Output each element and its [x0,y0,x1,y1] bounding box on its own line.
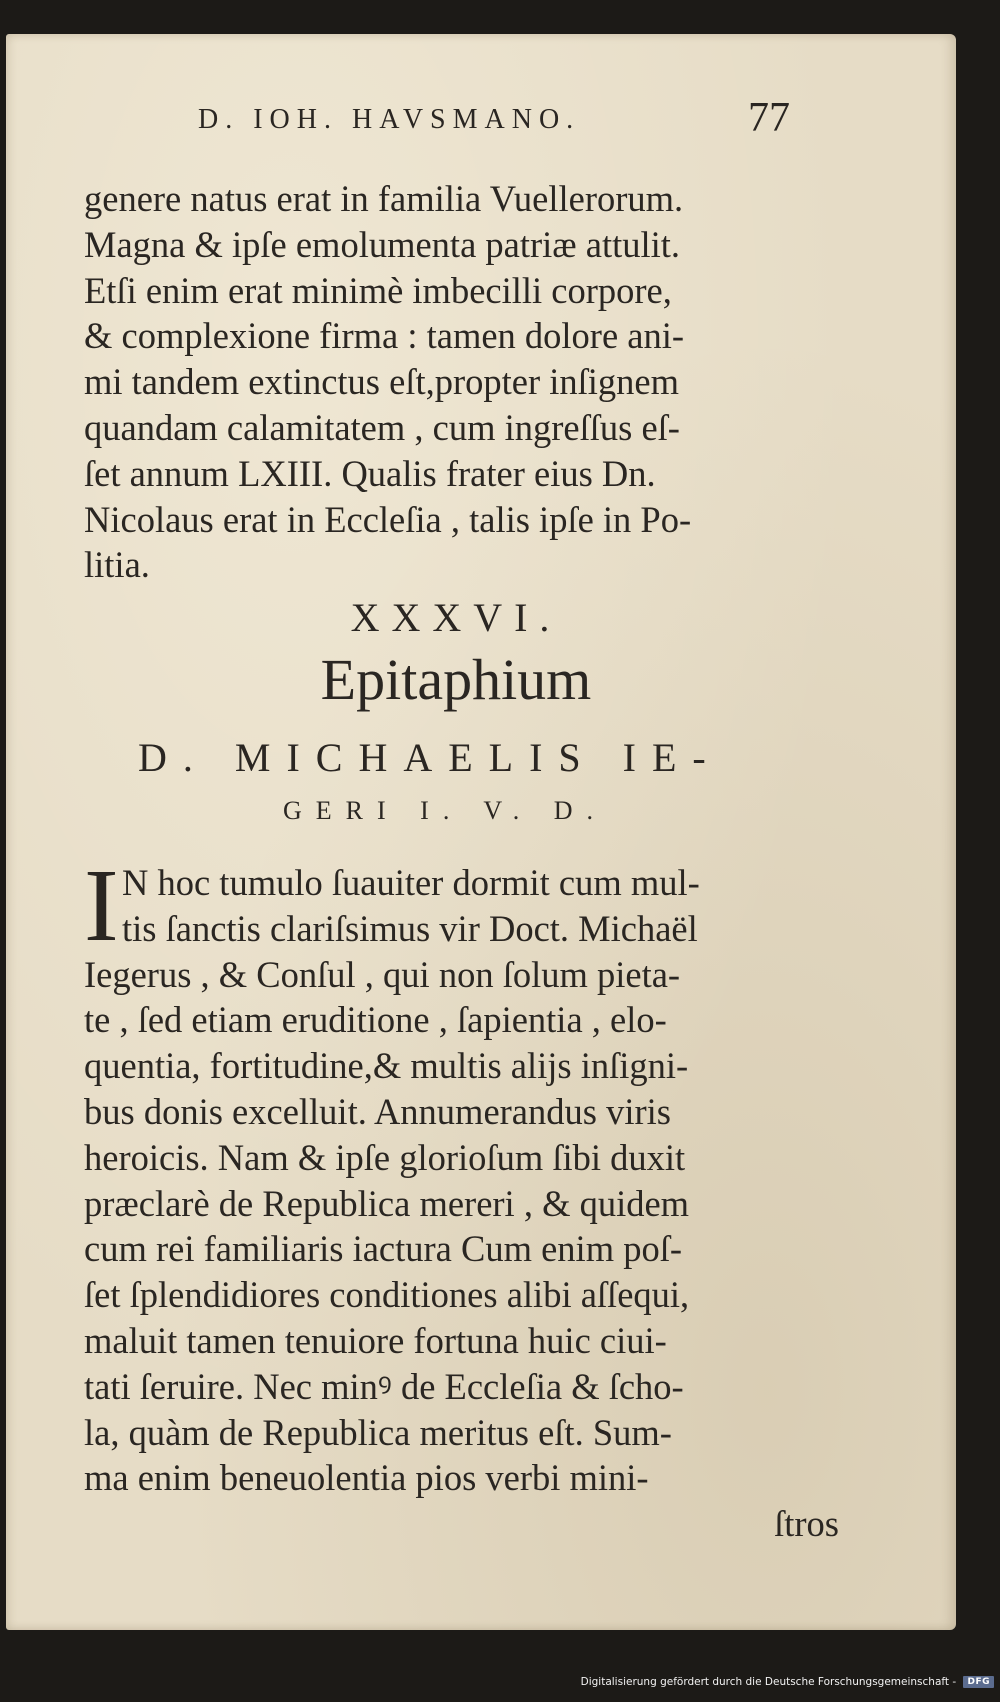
text-line: Magna & ipſe emolumenta patriæ attulit. [84,223,681,265]
dfg-logo: DFG [963,1676,994,1688]
text-line: genere natus erat in familia Vuellerorum. [84,178,684,219]
epitaph-title: Epitaphium [320,647,592,712]
drop-cap: I [84,848,119,963]
text-line: ma enim beneuolentia pios verbi mini- [84,1457,649,1499]
paragraph-2 [84,848,839,1547]
catchword: ſtros [774,1503,839,1545]
text-line: heroicis. Nam & ipſe glorioſum ſibi duxit [84,1136,686,1178]
text-line: la, quàm de Republica meritus eſt. Sum- [84,1411,672,1453]
text-line: tis ſanctis clariſsimus vir Doct. Michaël [122,907,698,949]
text-line: ſet annum LXIII. Qualis frater eius Dn. [84,452,656,494]
text-line: litia. [84,544,150,586]
paragraph-1 [84,176,839,588]
text-line: quandam calamitatem , cum ingreſſus eſ- [84,406,680,448]
text-line: ſet ſplendidiores conditiones alibi aſſequi, [84,1274,690,1316]
text-line: Etſi enim erat minimè imbecilli corpore, [84,269,672,311]
text-line: Iegerus , & Conſul , qui non ſolum pieta- [84,953,681,995]
book-page [6,34,956,1630]
section-number: XXXVI. [350,595,562,640]
text-line: maluit tamen tenuiore fortuna huic ciui- [84,1319,667,1361]
running-head: D. IOH. HAVSMANO. [198,104,581,135]
text-line: N hoc tumulo ſuauiter dormit cum mul- [122,862,700,903]
text-line: bus donis excelluit. Annumerandus viris [84,1090,671,1132]
text-line: Nicolaus erat in Eccleſia , talis ipſe in Po- [84,498,692,540]
page-number: 77 [748,95,790,141]
epitaph-subtitle-line-2: GERI I. V. D. [283,796,608,825]
text-line: te , ſed etiam eruditione , ſapientia , elo- [84,999,667,1041]
footer-credit-text: Digitalisierung gefördert durch die Deutsche Forschungsgemeinschaft - [580,1676,957,1688]
text-line: & complexione firma : tamen dolore ani- [84,315,685,357]
digitization-footer [0,1676,994,1688]
text-line: cum rei familiaris iactura Cum enim poſ- [84,1228,683,1270]
text-line: mi tandem extinctus eſt,propter inſignem [84,361,680,403]
text-line: quentia, fortitudine,& multis alijs inſigni- [84,1045,689,1087]
text-line: præclarè de Republica mereri , & quidem [84,1182,690,1224]
text-line: tati ſeruire. Nec minꝰ de Eccleſia & ſcho- [84,1365,684,1407]
epitaph-subtitle-line-1: D. MICHAELIS IE- [138,735,722,780]
